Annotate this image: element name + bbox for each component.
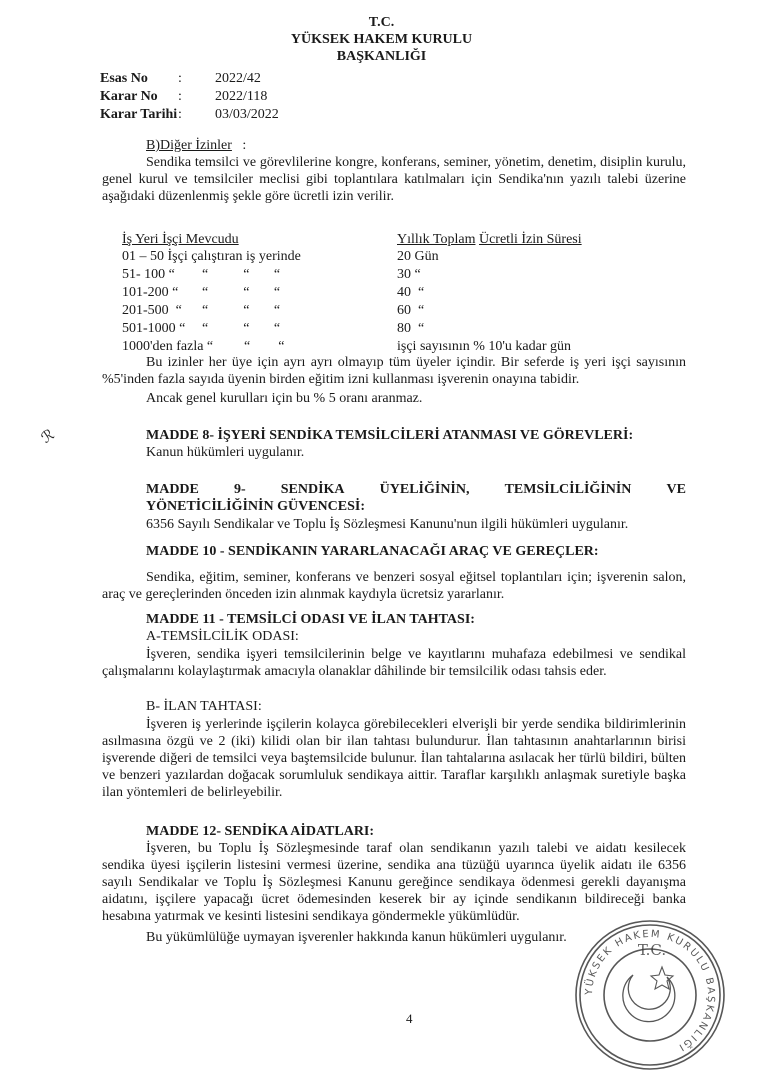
table-col2-header-a: Yıllık Toplam [397, 232, 476, 247]
madde12-title: MADDE 12- SENDİKA AİDATLARI: [146, 824, 375, 839]
table-row-days: 20 Gün [397, 249, 439, 264]
madde11-b-title: B- İLAN TAHTASI: [146, 699, 262, 714]
madde9-body: 6356 Sayılı Sendikalar ve Toplu İş Sözleşmesi Kanunu'nun ilgili hükümleri uygulanır. [146, 517, 629, 532]
madde8-body: Kanun hükümleri uygulanır. [146, 445, 305, 460]
madde10-title: MADDE 10 - SENDİKANIN YARARLANACAĞI ARAÇ VE GEREÇLER: [146, 544, 599, 559]
madde9-word: TEMSİLCİLİĞİNİN [504, 482, 632, 497]
madde9-title-line2: YÖNETİCİLİĞİNİN GÜVENCESİ: [146, 499, 365, 514]
table-col1-header: İş Yeri İşçi Mevcudu [122, 232, 239, 247]
madde11-title: MADDE 11 - TEMSİLCİ ODASI VE İLAN TAHTASI: [146, 612, 475, 627]
header-tc: T.C. [368, 15, 395, 30]
table-row [122, 284, 642, 301]
official-seal-graphic [570, 915, 730, 1075]
madde9-word: MADDE [146, 482, 199, 497]
table-row [122, 266, 642, 283]
table-row-ditto: “ “ “ [202, 285, 281, 300]
table-col2-header [397, 231, 582, 248]
madde11-a-title: A-TEMSİLCİLİK ODASI: [146, 629, 299, 644]
table-row-days: 80 “ [397, 321, 425, 336]
table-row-range: 1000'den fazla “ [122, 339, 214, 354]
section-b-title-text: B)Diğer İzinler [146, 138, 232, 153]
madde11-b-body: İşveren iş yerlerinde işçilerin kolayca görebilecekleri elverişli bir yerde sendika bildirimlerinin asılmasına özgü ve 2 (iki) kilidi olan bir ilan tahtası bulundurur. İlan tahtasının anahtarlarının birisi işverende diğeri de temsilci veya baştemsilcide bulunur. İlan tahtalarına asılacak her türlü bildiri, bülten ve benzeri yazılardan doğacak sorumluluk sendikaya aittir. Taraflar karşılıklı anlaşmak suretiyle başka ilan yöntemleri de belirleyebilir. [102, 717, 686, 800]
table-row [122, 248, 642, 265]
karar-tarihi-label: Karar Tarihi [100, 107, 178, 122]
case-meta [100, 70, 400, 126]
karar-tarihi-sep: : [178, 107, 182, 122]
karar-no-sep: : [178, 89, 182, 104]
karar-no-value: 2022/118 [215, 89, 268, 104]
table-row-range: 201-500 “ [122, 303, 182, 318]
madde8-title: MADDE 8- İŞYERİ SENDİKA TEMSİLCİLERİ ATANMASI VE GÖREVLERİ: [146, 428, 634, 443]
page-number: 4 [406, 1011, 413, 1026]
table-row [122, 302, 642, 319]
table-row-days: 60 “ [397, 303, 425, 318]
official-seal-ring-text: YÜKSEK HAKEM KURULU BAŞKANLIĞI [583, 928, 717, 1054]
table-row-range: 01 – 50 İşçi çalıştıran iş yerinde [122, 249, 301, 264]
section-b-paragraph: Sendika temsilci ve görevlilerine kongre, konferans, seminer, yönetim, denetim, disiplin kurulu, genel kurul ve temsilciler meclisi gibi toplantılara katılmaları için Sendika'nın yazılı talebi üzerine aşağıdaki düzenlenmiş şekle göre ücretli izin verilir. [102, 155, 686, 204]
madde9-title-line1 [146, 481, 686, 498]
table-row-days: işçi sayısının % 10'u kadar gün [397, 339, 571, 354]
esas-no-label: Esas No [100, 71, 148, 86]
table-row-ditto: “ “ “ [202, 303, 281, 318]
official-seal-center-text: T.C. [637, 941, 667, 959]
header-department: BAŞKANLIĞI [336, 49, 427, 64]
official-seal [570, 915, 730, 1075]
after-table-note: Ancak genel kurulları için bu % 5 oranı aranmaz. [146, 391, 423, 406]
esas-no-value: 2022/42 [215, 71, 261, 86]
esas-no-sep: : [178, 71, 182, 86]
table-row [122, 320, 642, 337]
after-table-paragraph: Bu izinler her üye için ayrı ayrı olmayıp tüm üyeler içindir. Bir seferde iş yeri işçi sayısının %5'inden fazla sayıda üyenin birden eğitim izni kullanması işverenin onayına tabidir. [102, 355, 686, 387]
table-row-range: 51- 100 “ [122, 267, 175, 282]
madde9-word: SENDİKA [280, 482, 345, 497]
madde12-body: İşveren, bu Toplu İş Sözleşmesinde taraf olan sendikanın yazılı talebi ve aidatı kesilecek sendika üyesi işçilerin listesini vermesi üzerine, sendika ana tüzüğü uyarınca üyelik aidatı ile 6356 sayılı Sendikalar ve Toplu İş Sözleşmesi Kanunu gereğince sendikaya ödenmesi gerekli dayanışma aidatını, işçilere yapacağı ücret ödemesinden keserek bir ay içinde sendikanın bildireceği banka hesabına yatırmak ve kesinti listesini sendikaya göndermekle yükümlüdür. [102, 841, 686, 924]
karar-tarihi-value: 03/03/2022 [215, 107, 279, 122]
table-row-ditto: “ “ “ [202, 267, 281, 282]
madde9-word: VE [666, 482, 686, 497]
table-col2-header-b: Ücretli İzin Süresi [478, 232, 582, 247]
table-row-range: 501-1000 “ [122, 321, 186, 336]
header-institution: YÜKSEK HAKEM KURULU [290, 32, 473, 47]
table-row [122, 338, 642, 355]
table-row-range: 101-200 “ [122, 285, 179, 300]
karar-no-label: Karar No [100, 89, 158, 104]
table-row-ditto: “ “ [244, 339, 285, 354]
madde10-body: Sendika, eğitim, seminer, konferans ve benzeri sosyal eğitsel toplantıları için; işverenin salon, araç ve gereçlerinden önceden izin alınmak kaydıyla ücretsiz yararlanır. [102, 570, 686, 602]
madde9-word: 9- [233, 482, 246, 497]
section-b-title [146, 137, 246, 154]
table-row-days: 40 “ [397, 285, 425, 300]
table-row-ditto: “ “ “ [202, 321, 281, 336]
table-row-days: 30 “ [397, 267, 421, 282]
madde11-a-body: İşveren, sendika işyeri temsilcilerinin belge ve kayıtlarını muhafaza edebilmesi ve sendikal çalışmalarını kolaylaştırmak amacıyla olanaklar dâhilinde bir temsilcilik odası tahsis eder. [102, 647, 686, 679]
madde12-closing: Bu yükümlülüğe uymayan işverenler hakkında kanun hükümleri uygulanır. [146, 930, 567, 945]
section-b-title-suffix: : [231, 138, 247, 153]
handwritten-margin-mark: ℛ [37, 425, 58, 447]
madde9-word: ÜYELİĞİNİN, [379, 482, 470, 497]
